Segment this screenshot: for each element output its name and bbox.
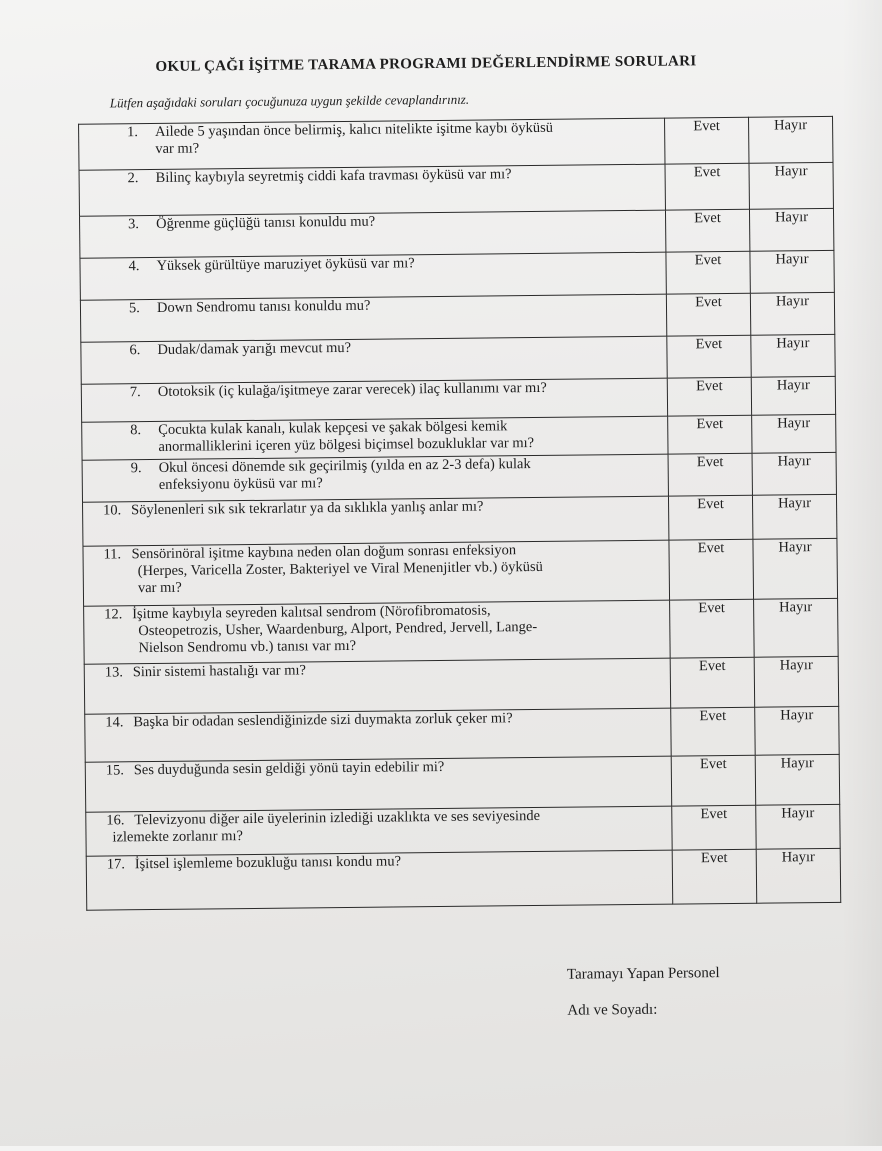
question-text-cell bbox=[81, 378, 667, 422]
question-number: 4. bbox=[128, 258, 140, 275]
question-text-cell bbox=[79, 118, 665, 170]
question-text-cell bbox=[82, 454, 668, 502]
question-number: 16. bbox=[106, 812, 125, 829]
question-line: var mı? bbox=[137, 579, 182, 597]
answer-yes-option[interactable]: Evet bbox=[668, 453, 752, 496]
question-line: anormalliklerini içeren yüz bölgesi biçimsel bozukluklar var mı? bbox=[158, 435, 535, 455]
question-row bbox=[79, 116, 833, 170]
question-line: (Herpes, Varicella Zoster, Bakteriyel ve Viral Menenjitler vb.) öyküsü bbox=[137, 558, 543, 580]
answer-no-option[interactable]: Hayır bbox=[751, 376, 835, 415]
paper-shadow bbox=[842, 0, 882, 1146]
question-row bbox=[86, 804, 840, 856]
question-text-cell bbox=[80, 294, 666, 342]
answer-no-option[interactable]: Hayır bbox=[749, 162, 833, 209]
answer-yes-option[interactable]: Evet bbox=[665, 163, 749, 210]
question-line: Söylenenleri sık sık tekrarlatır ya da sıklıkla yanlış anlar mı? bbox=[131, 498, 484, 519]
answer-no-option[interactable]: Hayır bbox=[755, 754, 840, 805]
question-line: Bilinç kaybıyla seyretmiş ciddi kafa travması öyküsü var mı? bbox=[155, 166, 512, 186]
question-line: enfeksiyonu öyküsü var mı? bbox=[158, 475, 323, 493]
answer-yes-option[interactable]: Evet bbox=[671, 707, 755, 756]
answer-yes-option[interactable]: Evet bbox=[668, 495, 752, 540]
page-title: OKUL ÇAĞI İŞİTME TARAMA PROGRAMI DEĞERLENDİRME SORULARI bbox=[155, 53, 697, 75]
answer-yes-option[interactable]: Evet bbox=[666, 251, 750, 294]
question-line: Televizyonu diğer aile üyelerinin izlediği uzaklıkta ve ses seviyesinde bbox=[134, 807, 541, 829]
question-text-cell bbox=[86, 850, 673, 910]
answer-no-option[interactable]: Hayır bbox=[749, 208, 833, 251]
answer-no-option[interactable]: Hayır bbox=[756, 804, 840, 849]
answer-no-option[interactable]: Hayır bbox=[750, 250, 834, 293]
staff-label: Taramayı Yapan Personel bbox=[566, 965, 720, 983]
question-line: İşitme kaybıyla seyreden kalıtsal sendrom (Nörofibromatosis, bbox=[132, 602, 491, 623]
question-text-cell bbox=[85, 756, 671, 812]
answer-yes-option[interactable]: Evet bbox=[672, 849, 757, 904]
question-line: Nielson Sendromu vb.) tanısı var mı? bbox=[138, 637, 357, 657]
answer-yes-option[interactable]: Evet bbox=[667, 335, 751, 378]
question-number: 10. bbox=[103, 502, 122, 519]
question-text-cell bbox=[82, 416, 668, 460]
question-number: 14. bbox=[105, 714, 124, 731]
answer-yes-option[interactable]: Evet bbox=[671, 755, 756, 806]
question-row bbox=[83, 538, 838, 606]
answer-yes-option[interactable]: Evet bbox=[668, 415, 752, 454]
question-number: 12. bbox=[104, 606, 123, 623]
question-number: 1. bbox=[127, 124, 139, 141]
name-label: Adı ve Soyadı: bbox=[567, 1001, 658, 1019]
question-number: 17. bbox=[106, 856, 126, 873]
question-line: Okul öncesi dönemde sık geçirilmiş (yılda en az 2-3 defa) kulak bbox=[158, 456, 531, 476]
question-line: Sinir sistemi hastalığı var mı? bbox=[132, 662, 307, 681]
question-text-cell bbox=[81, 336, 667, 384]
answer-no-option[interactable]: Hayır bbox=[752, 494, 836, 539]
question-text-cell bbox=[83, 496, 669, 546]
question-number: 7. bbox=[129, 384, 141, 401]
question-line: Çocukta kulak kanalı, kulak kepçesi ve şakak bölgesi kemik bbox=[158, 418, 508, 438]
question-number: 13. bbox=[104, 664, 123, 681]
question-line: Down Sendromu tanısı konuldu mu? bbox=[156, 297, 371, 316]
question-text-cell bbox=[84, 658, 670, 714]
question-row bbox=[79, 162, 833, 216]
answer-no-option[interactable]: Hayır bbox=[754, 656, 839, 707]
question-line: izlemekte zorlanır mı? bbox=[112, 828, 244, 846]
question-line: Sensörinöral işitme kaybına neden olan doğum sonrası enfeksiyon bbox=[131, 542, 517, 563]
question-line: Ses duyduğunda sesin geldiği yönü tayin edebilir mi? bbox=[133, 758, 445, 779]
question-text-cell bbox=[85, 708, 671, 762]
answer-no-option[interactable]: Hayır bbox=[754, 598, 839, 657]
answer-yes-option[interactable]: Evet bbox=[670, 599, 755, 658]
question-row bbox=[85, 754, 839, 812]
answer-no-option[interactable]: Hayır bbox=[751, 334, 835, 377]
answer-no-option[interactable]: Hayır bbox=[753, 538, 838, 599]
question-number: 11. bbox=[103, 546, 122, 563]
question-line: Öğrenme güçlüğü tanısı konuldu mu? bbox=[156, 213, 376, 232]
question-text-cell bbox=[80, 210, 666, 258]
instructions: Lütfen aşağıdaki soruları çocuğunuza uygun şekilde cevaplandırınız. bbox=[109, 91, 470, 111]
answer-no-option[interactable]: Hayır bbox=[756, 848, 841, 903]
question-line: Ailede 5 yaşından önce belirmiş, kalıcı nitelikte işitme kaybı öyküsü bbox=[155, 119, 554, 140]
answer-yes-option[interactable]: Evet bbox=[665, 117, 749, 164]
question-line: Başka bir odadan seslendiğinizde sizi duymakta zorluk çeker mi? bbox=[133, 710, 513, 731]
question-text-cell bbox=[86, 806, 672, 856]
questions-table bbox=[78, 116, 841, 911]
answer-yes-option[interactable]: Evet bbox=[667, 377, 751, 416]
answer-yes-option[interactable]: Evet bbox=[670, 657, 755, 708]
answer-no-option[interactable]: Hayır bbox=[752, 452, 836, 495]
question-line: Ototoksik (iç kulağa/işitmeye zarar verecek) ilaç kullanımı var mı? bbox=[157, 379, 547, 400]
question-number: 3. bbox=[128, 216, 140, 233]
answer-no-option[interactable]: Hayır bbox=[755, 706, 839, 755]
question-text-cell bbox=[83, 540, 670, 606]
question-text-cell bbox=[80, 252, 666, 300]
answer-yes-option[interactable]: Evet bbox=[669, 539, 754, 600]
answer-yes-option[interactable]: Evet bbox=[672, 805, 756, 850]
answer-no-option[interactable]: Hayır bbox=[749, 116, 833, 163]
question-number: 15. bbox=[105, 762, 125, 779]
question-number: 2. bbox=[127, 170, 139, 187]
question-number: 5. bbox=[128, 300, 140, 317]
question-line: Dudak/damak yarığı mevcut mu? bbox=[157, 339, 352, 358]
question-line: İşitsel işlemleme bozukluğu tanısı kondu mu? bbox=[134, 853, 402, 873]
question-number: 8. bbox=[130, 422, 142, 439]
question-line: var mı? bbox=[155, 140, 200, 157]
answer-yes-option[interactable]: Evet bbox=[665, 209, 749, 252]
question-line: Osteopetrozis, Usher, Waardenburg, Alport, Pendred, Jervell, Lange- bbox=[138, 618, 538, 640]
question-row bbox=[84, 656, 838, 714]
question-number: 9. bbox=[130, 460, 142, 477]
answer-no-option[interactable]: Hayır bbox=[750, 292, 834, 335]
question-line: Yüksek gürültüye maruziyet öyküsü var mı? bbox=[156, 255, 415, 274]
question-text-cell bbox=[79, 164, 665, 216]
answer-no-option[interactable]: Hayır bbox=[752, 414, 836, 453]
question-row bbox=[85, 706, 839, 762]
question-row bbox=[83, 494, 837, 546]
question-row bbox=[86, 848, 841, 910]
answer-yes-option[interactable]: Evet bbox=[666, 293, 750, 336]
question-text-cell bbox=[84, 600, 671, 664]
question-number: 6. bbox=[129, 342, 141, 359]
question-row bbox=[84, 598, 839, 664]
